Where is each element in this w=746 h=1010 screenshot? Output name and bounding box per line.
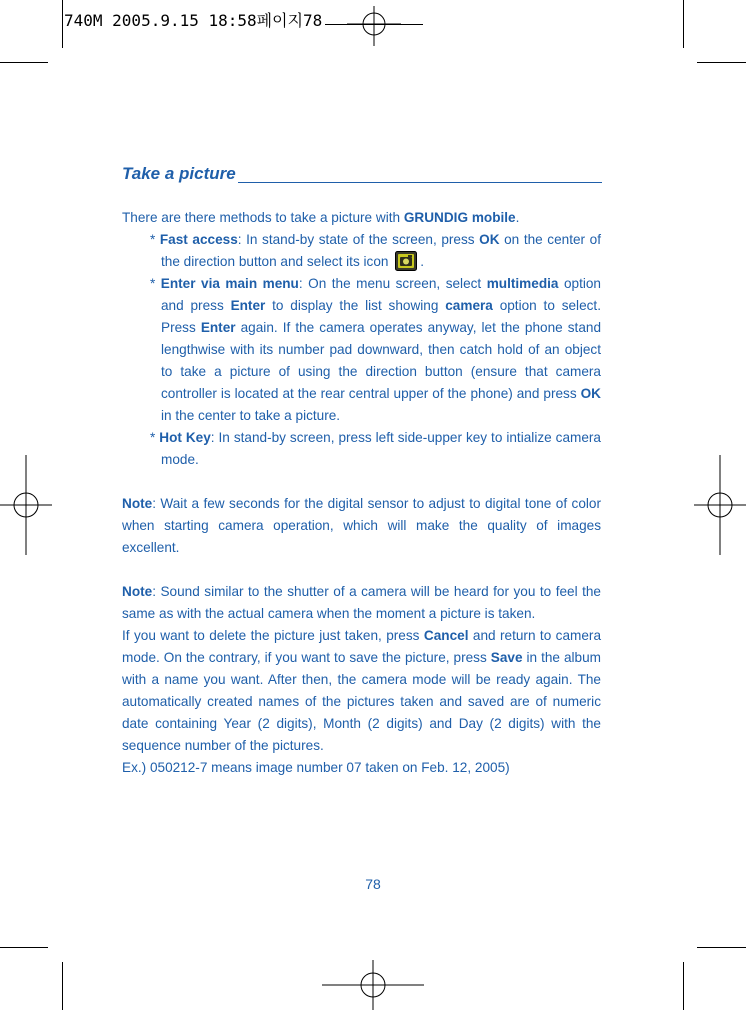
- registration-mark-left: [0, 455, 52, 555]
- print-slug: 740M 2005.9.15 18:58페이지78: [64, 11, 323, 30]
- section-title-row: [122, 164, 602, 188]
- page-body: [122, 207, 601, 779]
- registration-mark-bottom: [322, 960, 424, 1010]
- intro-paragraph: There are there methods to take a picture with GRUNDIG mobile.: [122, 210, 520, 225]
- page-number: 78: [365, 876, 381, 892]
- note-shutter-sound: Note: Sound similar to the shutter of a camera will be heard for you to feel the same as with the actual camera when the moment a picture is taken.: [122, 584, 601, 621]
- registration-mark-top: [347, 6, 401, 46]
- example-line: Ex.) 050212-7 means image number 07 taken on Feb. 12, 2005): [122, 760, 510, 775]
- crop-mark-bottom-right-h: [697, 947, 746, 948]
- crop-mark-bottom-right-v: [683, 962, 684, 1010]
- save-delete-paragraph: If you want to delete the picture just taken, press Cancel and return to camera mode. On the contrary, if you want to save the picture, press Save in the album with a name you want. After then, the camera mode will be ready again. The automatically created names of the pictures taken and saved are of numeric date containing Year (2 digits), Month (2 digits) and Day (2 digits) with the sequence number of the pictures.: [122, 628, 602, 753]
- registration-mark-right: [694, 455, 746, 555]
- method-hot-key: * Hot Key: In stand-by screen, press left side-upper key to intialize camera mode.: [150, 430, 601, 467]
- crop-mark-top-left-h: [0, 62, 48, 63]
- method-fast-access: * Fast access: In stand-by state of the screen, press OK on the center of the direction button and select its icon .: [150, 232, 601, 269]
- note-sensor: Note: Wait a few seconds for the digital sensor to adjust to digital tone of color when starting camera operation, which will make the quality of images excellent.: [122, 496, 601, 555]
- crop-mark-top-right-v: [683, 0, 684, 48]
- crop-mark-bottom-left-h: [0, 947, 48, 948]
- section-title: Take a picture: [122, 164, 236, 183]
- crop-mark-top-right-h: [697, 62, 746, 63]
- camera-icon: [395, 251, 417, 271]
- crop-mark-bottom-left-v: [62, 962, 63, 1010]
- crop-mark-top-left-v: [62, 0, 63, 48]
- method-main-menu: * Enter via main menu: On the menu screen, select multimedia option and press Enter to display the list showing camera option to select. Press Enter again. If the camera operates anyway, let the phone stand lengthwise with its number pad downward, then catch hold of an object to take a picture of using the direction button (ensure that camera controller is located at the rear central upper of the phone) and press OK in the center to take a picture.: [150, 276, 602, 423]
